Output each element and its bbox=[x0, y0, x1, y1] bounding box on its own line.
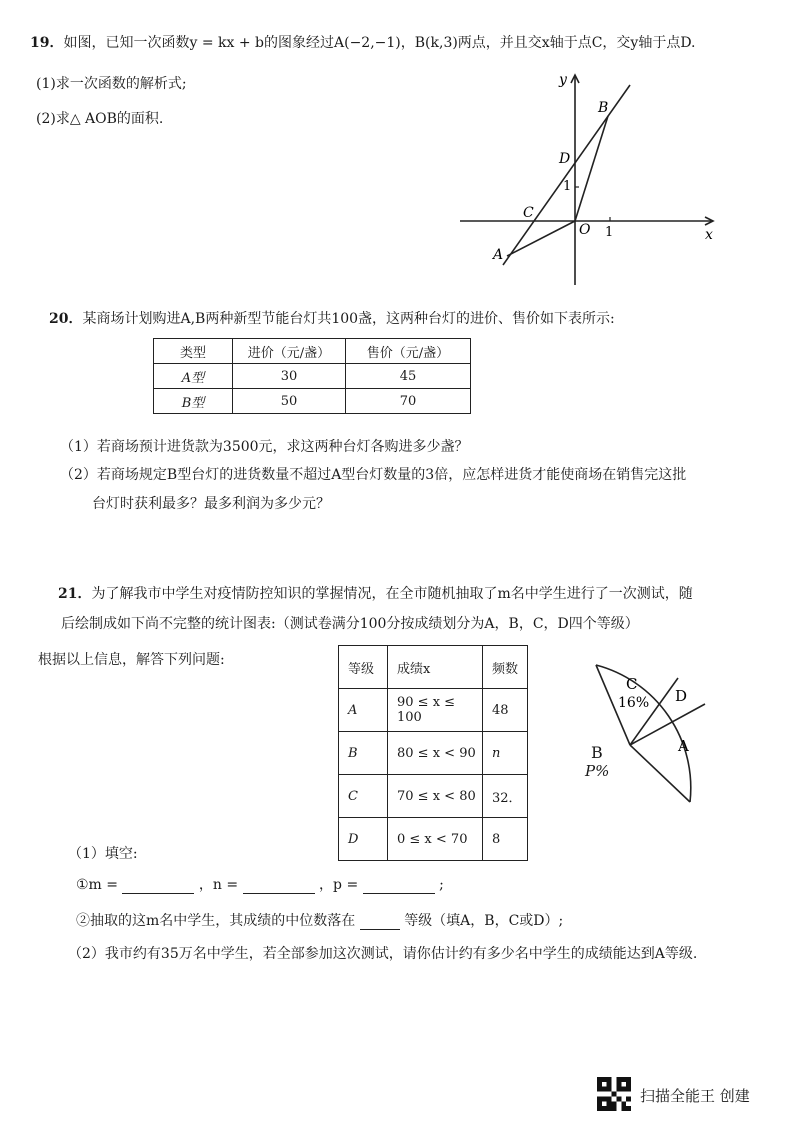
cell-range: 70 ≤ x < 80 bbox=[388, 775, 483, 818]
table-row bbox=[339, 732, 528, 775]
fill2-blank bbox=[360, 915, 400, 930]
table-row bbox=[339, 775, 528, 818]
cell-type: B型 bbox=[154, 389, 233, 414]
q21-text-line2: 后绘制成如下尚不完整的统计图表:（测试卷满分100分按成绩划分为A，B，C，D四个等级） bbox=[61, 616, 639, 632]
table-row bbox=[339, 818, 528, 861]
header-grade: 等级 bbox=[339, 646, 388, 689]
q20-part2-line1: （2）若商场规定B型台灯的进货数量不超过A型台灯数量的3倍，应怎样进货才能使商场在销售完这批 bbox=[60, 467, 687, 483]
cell-range: 0 ≤ x < 70 bbox=[388, 818, 483, 861]
cell-freq: 8 bbox=[483, 818, 528, 861]
table-row bbox=[339, 689, 528, 732]
footer-text: 扫描全能王 创建 bbox=[640, 1087, 750, 1105]
label-d: D bbox=[559, 151, 571, 167]
fill-m-label: ①m = bbox=[76, 877, 119, 893]
table-row bbox=[154, 364, 471, 389]
fill-end: ; bbox=[439, 877, 444, 893]
q20-price-table bbox=[153, 338, 471, 414]
header-freq: 频数 bbox=[483, 646, 528, 689]
cell-grade: D bbox=[339, 818, 388, 861]
table-header-row bbox=[339, 646, 528, 689]
label-o: O bbox=[579, 222, 591, 238]
fill-p-label: ，p = bbox=[319, 877, 359, 893]
fill-m-blank bbox=[122, 879, 194, 894]
cell-grade: A bbox=[339, 689, 388, 732]
cell-price: 45 bbox=[346, 364, 471, 389]
cell-range: 90 ≤ x ≤ 100 bbox=[388, 689, 483, 732]
q19-graph bbox=[455, 65, 730, 290]
fill2-pre: ②抽取的这m名中学生，其成绩的中位数落在 bbox=[76, 913, 356, 929]
cell-freq: 48 bbox=[483, 689, 528, 732]
q21-fill-title: （1）填空: bbox=[68, 846, 138, 862]
q21-pie-chart bbox=[578, 655, 758, 815]
pie-label-a: A bbox=[678, 737, 689, 755]
q21-text-line1: 21．为了解我市中学生对疫情防控知识的掌握情况，在全市随机抽取了m名中学生进行了一次测试，随 bbox=[58, 586, 693, 602]
cell-grade: C bbox=[339, 775, 388, 818]
pie-label-c-pct: 16% bbox=[618, 695, 650, 711]
q19-part2: (2)求△ AOB的面积. bbox=[36, 111, 164, 127]
pie-label-b: B bbox=[591, 743, 603, 762]
qr-code-icon bbox=[597, 1077, 631, 1111]
pie-label-d: D bbox=[675, 687, 688, 705]
q21-text-line3: 根据以上信息，解答下列问题: bbox=[38, 652, 225, 668]
q20-part1: （1）若商场预计进货款为3500元，求这两种台灯各购进多少盏？ bbox=[60, 439, 469, 455]
q21-fill-line1 bbox=[76, 874, 444, 894]
q20-text: 20．某商场计划购进A,B两种新型节能台灯共100盏，这两种台灯的进价、售价如下表所示: bbox=[49, 311, 615, 327]
header-type: 类型 bbox=[154, 339, 233, 364]
cell-freq: 32． bbox=[483, 775, 528, 818]
header-range: 成绩x bbox=[388, 646, 483, 689]
pie-arc bbox=[596, 665, 691, 802]
label-b: B bbox=[598, 100, 609, 116]
header-price: 售价（元/盏） bbox=[346, 339, 471, 364]
label-y: y bbox=[559, 72, 567, 88]
q21-fill-line2 bbox=[76, 910, 563, 930]
q21-frequency-table bbox=[338, 645, 528, 861]
q19-part1: (1)求一次函数的解析式; bbox=[36, 76, 187, 92]
label-c: C bbox=[523, 205, 534, 221]
pie-label-b-pct: P% bbox=[585, 762, 610, 780]
label-a: A bbox=[493, 247, 504, 263]
q19-text: 19．如图，已知一次函数y = kx + b的图象经过A(−2,−1)，B(k,3)两点，并且交x轴于点C，交y轴于点D. bbox=[30, 35, 696, 51]
label-one-x: 1 bbox=[605, 225, 614, 240]
q21-part2: （2）我市约有35万名中学生，若全部参加这次测试，请你估计约有多少名中学生的成绩能达到A等级. bbox=[68, 946, 698, 962]
cell-type: A型 bbox=[154, 364, 233, 389]
cell-cost: 50 bbox=[233, 389, 346, 414]
fill-p-blank bbox=[363, 879, 435, 894]
cell-freq: n bbox=[483, 732, 528, 775]
segment-oa bbox=[507, 221, 575, 256]
fill-n-label: ，n = bbox=[198, 877, 239, 893]
pie-label-c: C bbox=[626, 675, 638, 693]
fill2-post: 等级（填A，B，C或D）; bbox=[404, 913, 564, 929]
cell-grade: B bbox=[339, 732, 388, 775]
cell-cost: 30 bbox=[233, 364, 346, 389]
label-x: x bbox=[705, 227, 713, 243]
q20-part2-line2: 台灯时获利最多？最多利润为多少元？ bbox=[92, 496, 330, 512]
table-row bbox=[154, 389, 471, 414]
label-one-y: 1 bbox=[563, 179, 572, 194]
segment-ob bbox=[575, 116, 608, 221]
table-header-row bbox=[154, 339, 471, 364]
header-cost: 进价（元/盏） bbox=[233, 339, 346, 364]
cell-range: 80 ≤ x < 90 bbox=[388, 732, 483, 775]
fill-n-blank bbox=[243, 879, 315, 894]
cell-price: 70 bbox=[346, 389, 471, 414]
